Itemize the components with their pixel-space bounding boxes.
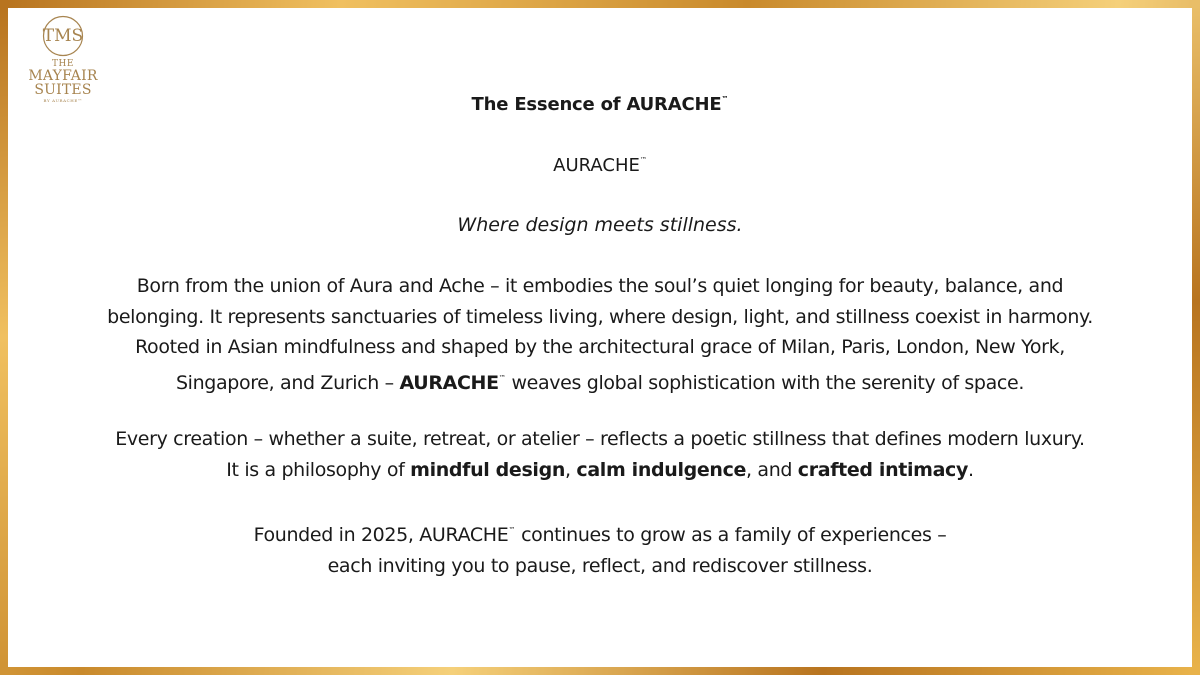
paragraph-line: each inviting you to pause, reflect, and rediscover stillness. — [327, 554, 873, 577]
brand-name — [0, 155, 1200, 176]
paragraph-line: Born from the union of Aura and Ache – it embodies the soul’s quiet longing for beauty, balance, and — [136, 275, 1064, 297]
paragraph-founded — [0, 515, 1200, 581]
mayfair-suites-logo — [22, 14, 104, 103]
monogram-letters: TMS — [42, 26, 84, 46]
text-run: continues to grow as a family of experiences – — [515, 524, 947, 546]
monogram-emblem-icon — [41, 14, 85, 58]
trademark-mark: ™ — [721, 95, 729, 103]
text-run: It is a philosophy of — [226, 458, 411, 481]
paragraph-line — [0, 515, 1200, 551]
trademark-mark: ™ — [498, 373, 506, 382]
paragraph-philosophy — [0, 424, 1200, 485]
trademark-mark: ™ — [508, 526, 516, 534]
paragraph-line: Rooted in Asian mindfulness and shaped by the architectural grace of Milan, Paris, London, New York, — [135, 336, 1065, 358]
paragraph-origin — [0, 271, 1200, 398]
page-title — [0, 94, 1200, 115]
text-run: weaves global sophistication with the serenity of space. — [505, 371, 1025, 394]
logo-the: THE — [52, 59, 74, 69]
logo-by-aurache: BY AURACHE™ — [43, 98, 83, 103]
trademark-mark: ™ — [639, 156, 647, 164]
bold-phrase: mindful design — [410, 458, 566, 481]
paragraph-line — [0, 363, 1200, 399]
logo-mayfair: MAYFAIR — [28, 68, 98, 84]
paragraph-line — [0, 455, 1200, 486]
text-run: Founded in 2025, AURACHE — [253, 524, 509, 546]
page-title-text: The Essence of AURACHE — [471, 94, 722, 115]
bold-phrase: calm indulgence — [576, 458, 747, 481]
paragraph-line: Every creation – whether a suite, retreat, or atelier – reflects a poetic stillness that defines modern luxury. — [115, 428, 1085, 450]
text-run: , and — [746, 458, 798, 481]
brand-name-text: AURACHE — [553, 155, 640, 176]
bold-brand-name: AURACHE — [399, 371, 499, 394]
text-run: Singapore, and Zurich – — [175, 371, 400, 394]
text-run: . — [968, 458, 974, 481]
bold-phrase: crafted intimacy — [797, 458, 969, 481]
text-run: , — [565, 458, 577, 481]
logo-suites: SUITES — [34, 82, 92, 98]
paragraph-line: belonging. It represents sanctuaries of timeless living, where design, light, and stillness coexist in harmony. — [107, 305, 1093, 328]
tagline: Where design meets stillness. — [457, 214, 743, 236]
